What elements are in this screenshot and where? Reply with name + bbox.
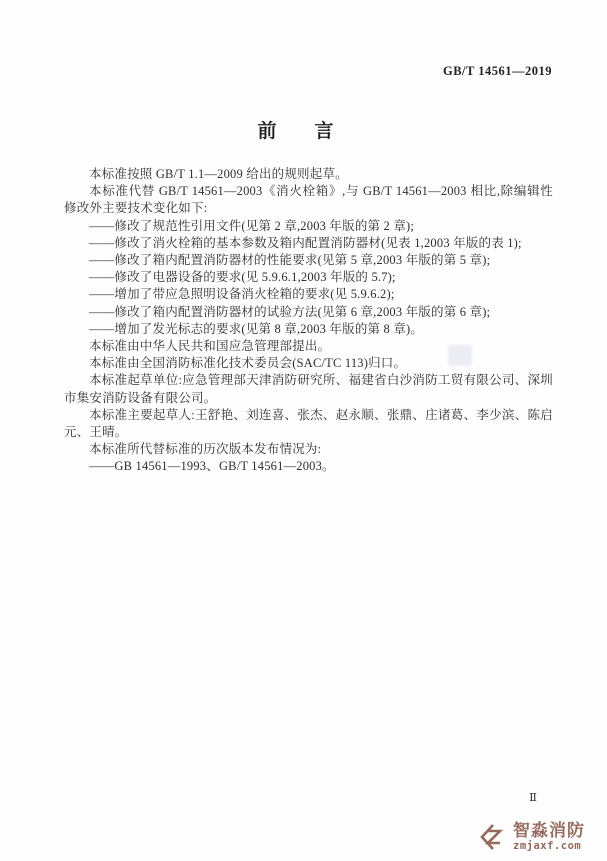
watermark-name: 智淼消防	[513, 821, 585, 841]
change-list-item: ——增加了发光标志的要求(见第 8 章,2003 年版的第 8 章)。	[89, 321, 424, 336]
foreword-body	[64, 166, 553, 476]
page-number: Ⅱ	[529, 792, 537, 804]
change-list-item: ——修改了消火栓箱的基本参数及箱内配置消防器材(见表 1,2003 年版的表 1);	[89, 235, 522, 250]
page-title: 前 言	[257, 121, 334, 142]
change-list-item: ——增加了带应急照明设备消火栓箱的要求(见 5.9.6.2);	[89, 287, 395, 302]
change-list-item: ——修改了箱内配置消防器材的试验方法(见第 6 章,2003 年版的第 6 章);	[89, 304, 491, 319]
paragraph: 本标准按照 GB/T 1.1—2009 给出的规则起草。	[89, 167, 348, 181]
paragraph: 本标准由中华人民共和国应急管理部提出。	[89, 339, 331, 354]
scan-artifact	[448, 345, 472, 366]
watermark-url: zmjaxf.com	[513, 840, 582, 853]
watermark-text	[513, 822, 585, 852]
history-list-item: ——GB 14561—1993、GB/T 14561—2003。	[89, 459, 335, 474]
paragraph: 本标准主要起草人:王舒艳、刘连喜、张杰、赵永顺、张鼎、庄诸葛、李少滨、陈启元、王晴。	[64, 407, 553, 440]
zmjaxf-logo-icon	[479, 821, 509, 853]
paragraph: 本标准起草单位:应急管理部天津消防研究所、福建省白沙消防工贸有限公司、深圳市集安消防设备有限公司。	[64, 373, 553, 405]
standard-code: GB/T 14561—2019	[442, 64, 552, 78]
watermark	[479, 821, 585, 853]
change-list-item: ——修改了规范性引用文件(见第 2 章,2003 年版的第 2 章);	[89, 218, 415, 233]
paragraph: 本标准由全国消防标准化技术委员会(SAC/TC 113)归口。	[89, 356, 407, 371]
change-list-item: ——修改了电器设备的要求(见 5.9.6.1,2003 年版的 5.7);	[89, 270, 396, 285]
paragraph: 本标准代替 GB/T 14561—2003《消火栓箱》,与 GB/T 14561—2003 相比,除编辑性修改外主要技术变化如下:	[64, 184, 553, 216]
paragraph: 本标准所代替标准的历次版本发布情况为:	[89, 442, 322, 457]
change-list-item: ——修改了箱内配置消防器材的性能要求(见第 5 章,2003 年版的第 5 章);	[89, 253, 491, 268]
